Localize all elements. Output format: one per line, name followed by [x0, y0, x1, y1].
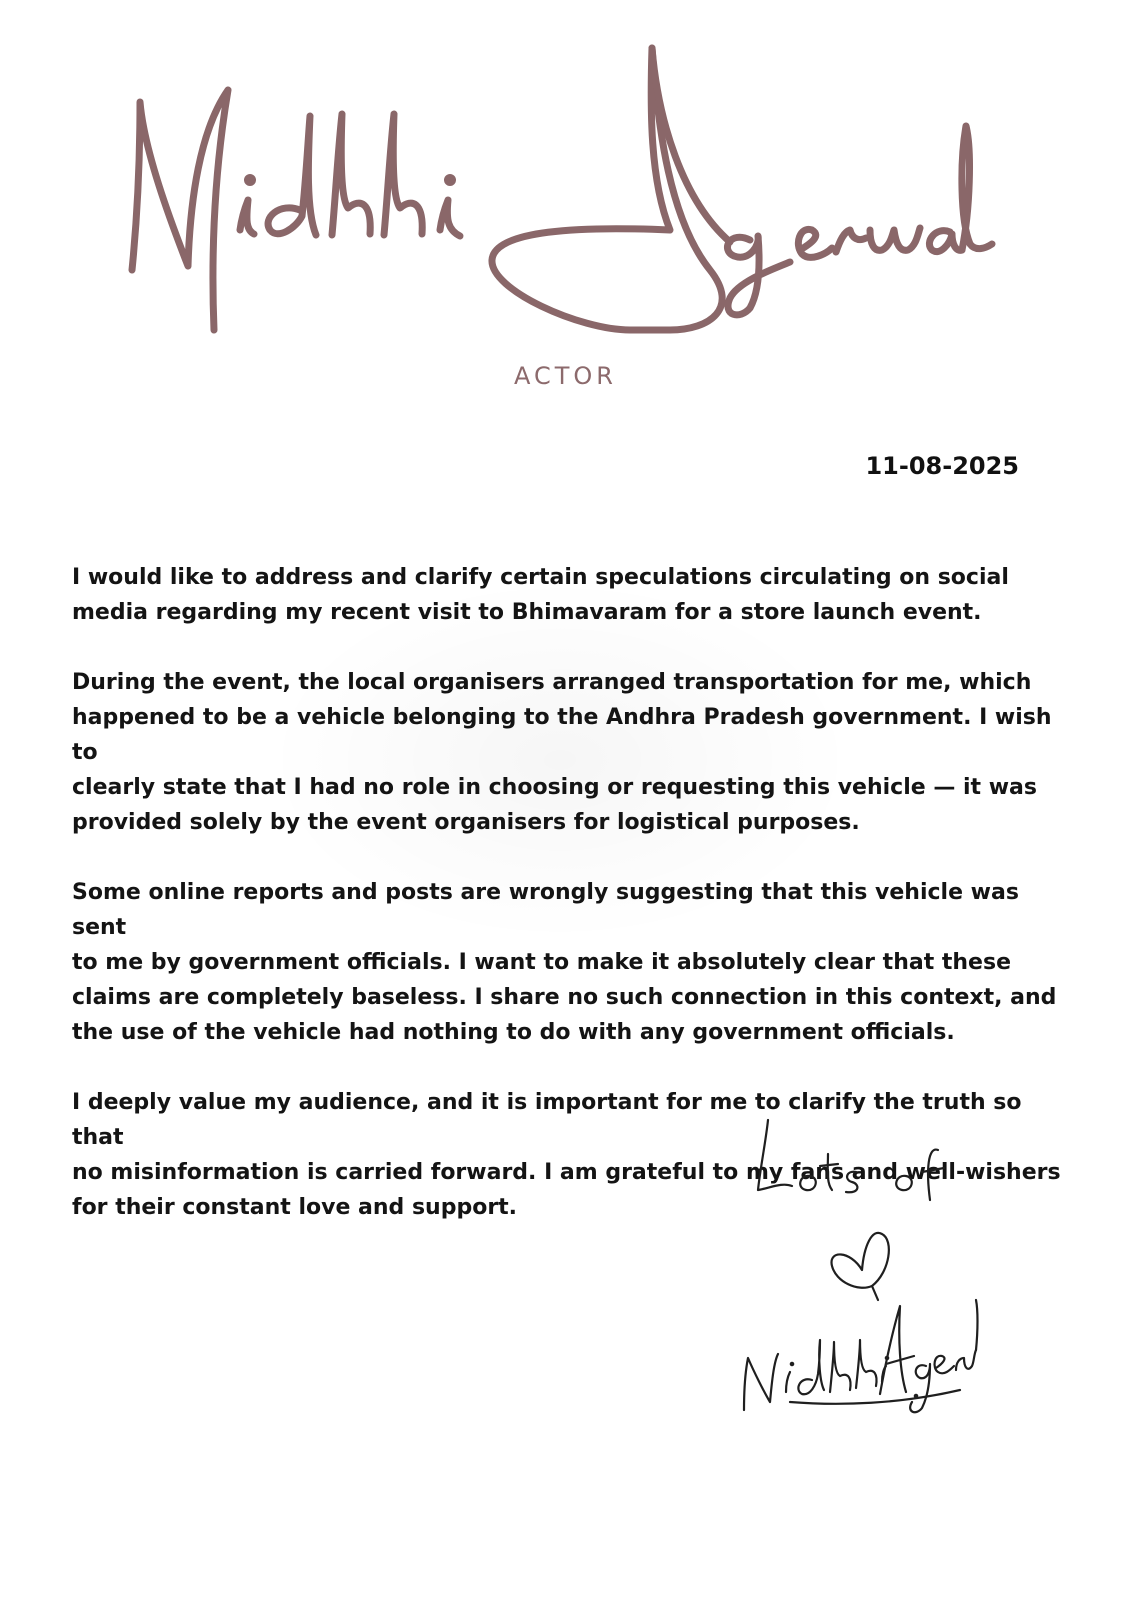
letterhead-logo	[110, 30, 1010, 350]
signature-note	[758, 1120, 792, 1190]
paragraph: Some online reports and posts are wrongly suggesting that this vehicle was sent to me by government officials. I want to make it absolutely clear that these claims are completely baseless. I share no such connection in this context, and the use of the vehicle had nothing to do with any government officials.	[72, 880, 1057, 1045]
paragraph: I deeply value my audience, and it is important for me to clarify the truth so that no misinformation is carried forward. I am grateful to my fans and well-wishers for their constant love and support.	[72, 1090, 1061, 1220]
letterhead-script-name	[110, 30, 1010, 350]
paragraph: During the event, the local organisers arranged transportation for me, which happened to be a vehicle belonging to the Andhra Pradesh government. I wish to clearly state that I had no role in choosing or requesting this vehicle — it was provided solely by the event organisers for logistical purposes.	[72, 670, 1052, 835]
heart-icon	[832, 1233, 889, 1288]
signature-name	[744, 1354, 778, 1410]
letterhead-role: ACTOR	[514, 362, 617, 390]
handwritten-signature	[730, 1110, 980, 1430]
letter-date: 11-08-2025	[865, 452, 1019, 480]
paragraph: I would like to address and clarify certain speculations circulating on social media regarding my recent visit to Bhimavaram for a store launch event.	[72, 565, 1009, 625]
